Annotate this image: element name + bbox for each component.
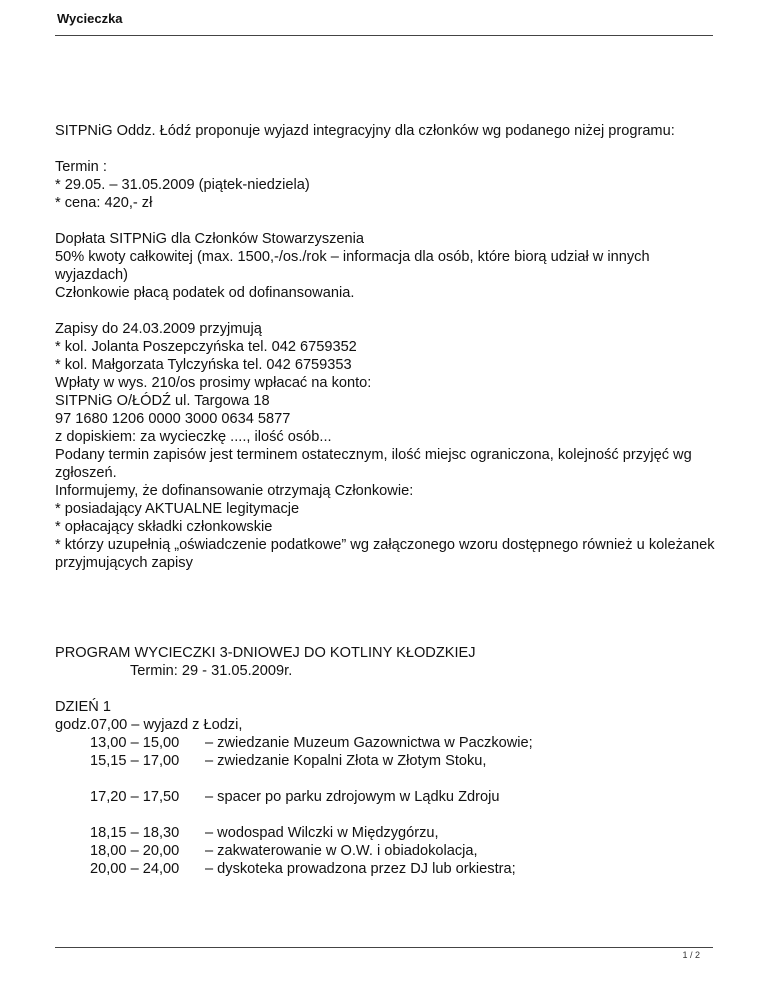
zapisy-line: Informujemy, że dofinansowanie otrzymają Członkowie: [55, 483, 414, 499]
schedule-row [55, 860, 715, 878]
zapisy-line: * posiadający AKTUALNE legitymacje [55, 501, 300, 517]
schedule-time: 13,00 – 15,00 [90, 735, 180, 751]
schedule-row [55, 824, 715, 842]
schedule-time: 18,15 – 18,30 [90, 825, 180, 841]
doplata-line: Dopłata SITPNiG dla Członków Stowarzyszenia [55, 231, 365, 247]
schedule-row [55, 788, 715, 806]
zapisy-line: * którzy uzupełnią „oświadczenie podatkowe” wg załączonego wzoru dostępnego również u koleżanek przyjmujących zapisy [55, 537, 715, 571]
zapisy-line: SITPNiG O/ŁÓDŹ ul. Targowa 18 [55, 393, 270, 409]
doplata-line: 50% kwoty całkowitej (max. 1500,-/os./rok – informacja dla osób, które biorą udział w innych wyjazdach) [55, 249, 650, 283]
zapisy-line: Podany termin zapisów jest terminem ostatecznym, ilość miejsc ograniczona, kolejność przyjęć wg zgłoszeń. [55, 447, 692, 481]
header-divider [55, 35, 713, 36]
zapisy-line: z dopiskiem: za wycieczkę ...., ilość osób... [55, 429, 332, 445]
termin-line: Termin : [55, 159, 107, 175]
schedule-desc: – zakwaterowanie w O.W. i obiadokolacja, [205, 843, 478, 859]
zapisy-line: * kol. Małgorzata Tylczyńska tel. 042 6759353 [55, 357, 352, 373]
schedule-group-2 [55, 788, 715, 806]
day1-title: DZIEŃ 1 [55, 699, 111, 715]
document-title: Wycieczka [57, 11, 123, 26]
page-number: 1 / 2 [682, 950, 700, 960]
schedule-desc: – wodospad Wilczki w Międzygórzu, [205, 825, 439, 841]
schedule-time: 18,00 – 20,00 [90, 843, 180, 859]
schedule-row [55, 842, 715, 860]
termin-line: * 29.05. – 31.05.2009 (piątek-niedziela) [55, 177, 310, 193]
zapisy-line: Zapisy do 24.03.2009 przyjmują [55, 321, 262, 337]
zapisy-block [55, 320, 715, 572]
doplata-line: Członkowie płacą podatek od dofinansowania. [55, 285, 355, 301]
schedule-group-3 [55, 824, 715, 878]
zapisy-line: * kol. Jolanta Poszepczyńska tel. 042 6759352 [55, 339, 357, 355]
footer-divider [55, 947, 713, 948]
intro-paragraph: SITPNiG Oddz. Łódź proponuje wyjazd integracyjny dla członków wg podanego niżej programu: [55, 123, 675, 139]
schedule-desc: – zwiedzanie Kopalni Złota w Złotym Stoku, [205, 753, 487, 769]
program-title: PROGRAM WYCIECZKI 3-DNIOWEJ DO KOTLINY KŁODZKIEJ [55, 645, 476, 661]
zapisy-line: 97 1680 1206 0000 3000 0634 5877 [55, 411, 291, 427]
document-body [55, 122, 715, 878]
schedule-row [55, 734, 715, 752]
schedule-desc: – dyskoteka prowadzona przez DJ lub orkiestra; [205, 861, 516, 877]
schedule-time: 17,20 – 17,50 [90, 789, 180, 805]
termin-line: * cena: 420,- zł [55, 195, 153, 211]
program-termin: Termin: 29 - 31.05.2009r. [130, 663, 293, 679]
schedule-desc: – zwiedzanie Muzeum Gazownictwa w Paczkowie; [205, 735, 533, 751]
schedule-time: 20,00 – 24,00 [90, 861, 180, 877]
schedule-desc: – spacer po parku zdrojowym w Lądku Zdroju [205, 789, 500, 805]
zapisy-line: Wpłaty w wys. 210/os prosimy wpłacać na konto: [55, 375, 372, 391]
schedule-row [55, 752, 715, 770]
termin-block [55, 158, 715, 212]
schedule-time: 15,15 – 17,00 [90, 753, 180, 769]
doplata-block [55, 230, 715, 302]
schedule-group-1 [55, 734, 715, 770]
zapisy-line: * opłacający składki członkowskie [55, 519, 273, 535]
day1-start: godz.07,00 – wyjazd z Łodzi, [55, 717, 243, 733]
